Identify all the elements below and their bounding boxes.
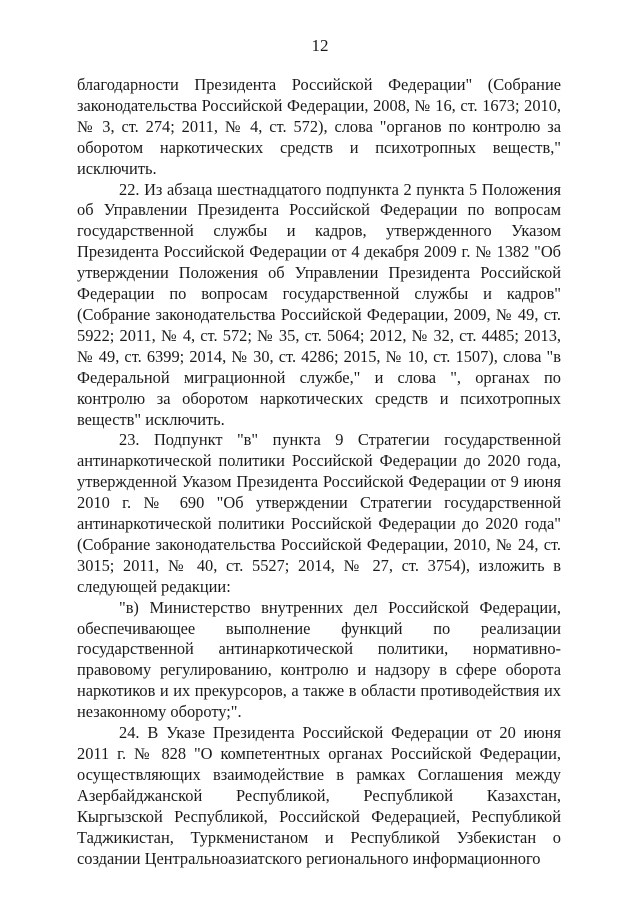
paragraph-quoted-subitem-v: "в) Министерство внутренних дел Российской Федерации, обеспечивающее выполнение функций по реализации государственной антинаркотической политики, нормативно-правовому регулированию, контролю и надзору в сфере оборота наркотиков и их прекурсоров, а также в области противодействия их незаконному обороту;".: [77, 597, 561, 722]
paragraph-item-24: 24. В Указе Президента Российской Федерации от 20 июня 2011 г. № 828 "О компетентных органах Российской Федерации, осуществляющих взаимодействие в рамках Соглашения между Азербайджанской Республикой, Республикой Казахстан, Кыргызской Республикой, Российской Федерацией, Республикой Таджикистан, Туркменистаном и Республикой Узбекистан о создании Центральноазиатского регионального информационного: [77, 723, 561, 868]
paragraph-item-23: 23. Подпункт "в" пункта 9 Стратегии государственной антинаркотической политики Российской Федерации до 2020 года, утвержденной Указом Президента Российской Федерации от 9 июня 2010 г. № 690 "Об утверждении Стратегии государственной антинаркотической политики Российской Федерации до 2020 года" (Собрание законодательства Российской Федерации, 2010, № 24, ст. 3015; 2011, № 40, ст. 5527; 2014, № 27, ст. 3754), изложить в следующей редакции:: [77, 430, 561, 596]
page-number: 12: [311, 36, 329, 55]
paragraph-continuation: благодарности Президента Российской Федерации" (Собрание законодательства Российской Федерации, 2008, № 16, ст. 1673; 2010, № 3, ст. 274; 2011, № 4, ст. 572), слова "органов по контролю за оборотом наркотических средств и психотропных веществ," исключить.: [77, 75, 561, 178]
document-body: [77, 75, 561, 869]
paragraph-item-22: 22. Из абзаца шестнадцатого подпункта 2 пункта 5 Положения об Управлении Президента Российской Федерации по вопросам государственной службы и кадров, утвержденного Указом Президента Российской Федерации от 4 декабря 2009 г. № 1382 "Об утверждении Положения об Управлении Президента Российской Федерации по вопросам государственной службы и кадров" (Собрание законодательства Российской Федерации, 2009, № 49, ст. 5922; 2011, № 4, ст. 572; № 35, ст. 5064; 2012, № 32, ст. 4485; 2013, № 49, ст. 6399; 2014, № 30, ст. 4286; 2015, № 10, ст. 1507), слова "в Федеральной миграционной службе," и слова ", органах по контролю за оборотом наркотических средств и психотропных веществ" исключить.: [77, 179, 561, 429]
